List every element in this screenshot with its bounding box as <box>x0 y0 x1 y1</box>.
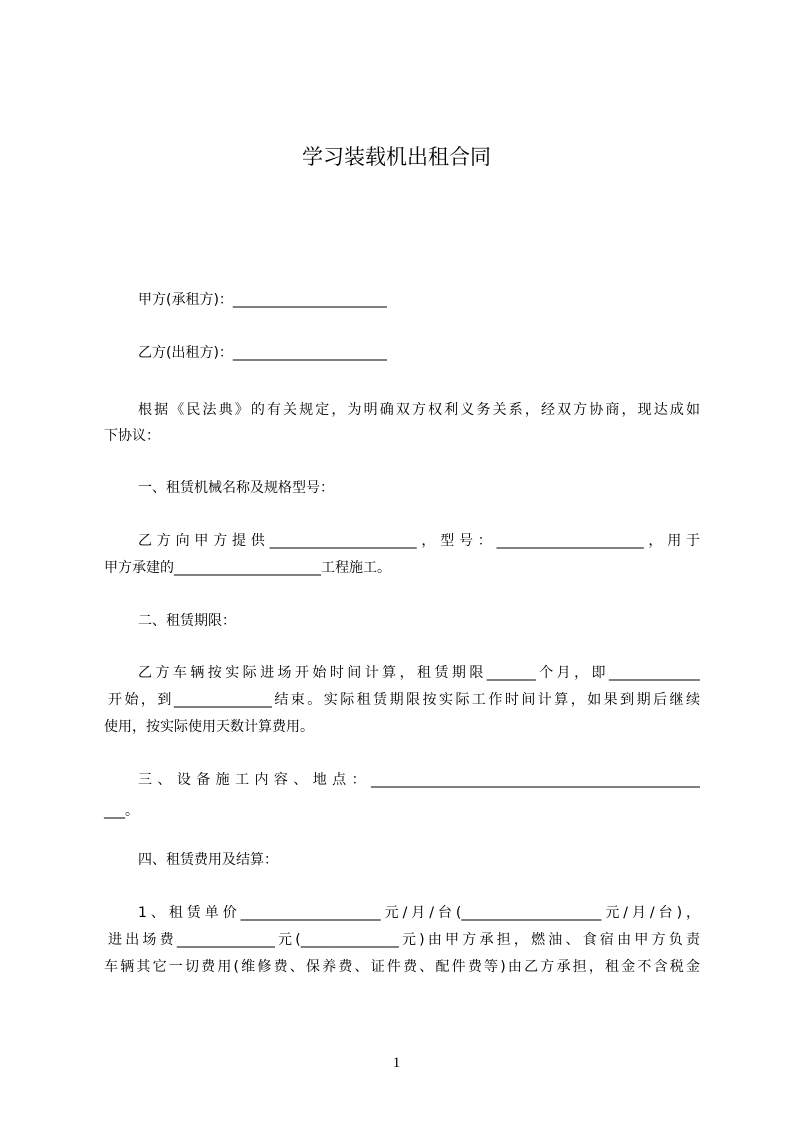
section-4-heading: 四、租赁费用及结算： <box>138 852 278 868</box>
section-1-line-2: 甲方承建的_____________________工程施工。 <box>104 560 391 576</box>
section-4-item-1-line-2: 进出场费______________元(______________元)由甲方承担，燃油、食宿由甲方负责 <box>108 932 700 948</box>
section-3-heading: 三、设备施工内容、地点：_______________________________________________ <box>138 772 700 788</box>
section-2-line-1: 乙方车辆按实际进场开始时间计算，租赁期限_______个月，即_____________ <box>138 665 700 681</box>
page-number: 1 <box>392 1055 401 1071</box>
party-b-line: 乙方(出租方)：______________________ <box>138 345 387 361</box>
preamble-line-1: 根据《民法典》的有关规定，为明确双方权利义务关系，经双方协商，现达成如 <box>138 402 700 418</box>
section-2-line-3: 使用，按实际使用天数计算费用。 <box>104 719 314 735</box>
party-a-line: 甲方(承租方)：______________________ <box>138 292 387 308</box>
preamble-line-2: 下协议： <box>104 428 160 444</box>
section-2-heading: 二、租赁期限： <box>138 613 236 629</box>
section-2-line-2: 开始，到______________结束。实际租赁期限按实际工作时间计算，如果到期后继续 <box>108 692 700 708</box>
section-4-item-1-line-3: 车辆其它一切费用(维修费、保养费、证件费、配件费等)由乙方承担，租金不含税金 <box>104 959 700 975</box>
section-3-line-2: ___。 <box>104 803 139 819</box>
document-title: 学习装载机出租合同 <box>302 145 491 169</box>
section-1-heading: 一、租赁机械名称及规格型号： <box>138 480 334 496</box>
section-1-line-1: 乙方向甲方提供_____________________，型号：_____________________，用于 <box>138 533 700 549</box>
section-4-item-1-line-1: 1、租赁单价____________________元/月/台(____________________元/月/台)， <box>138 905 700 921</box>
